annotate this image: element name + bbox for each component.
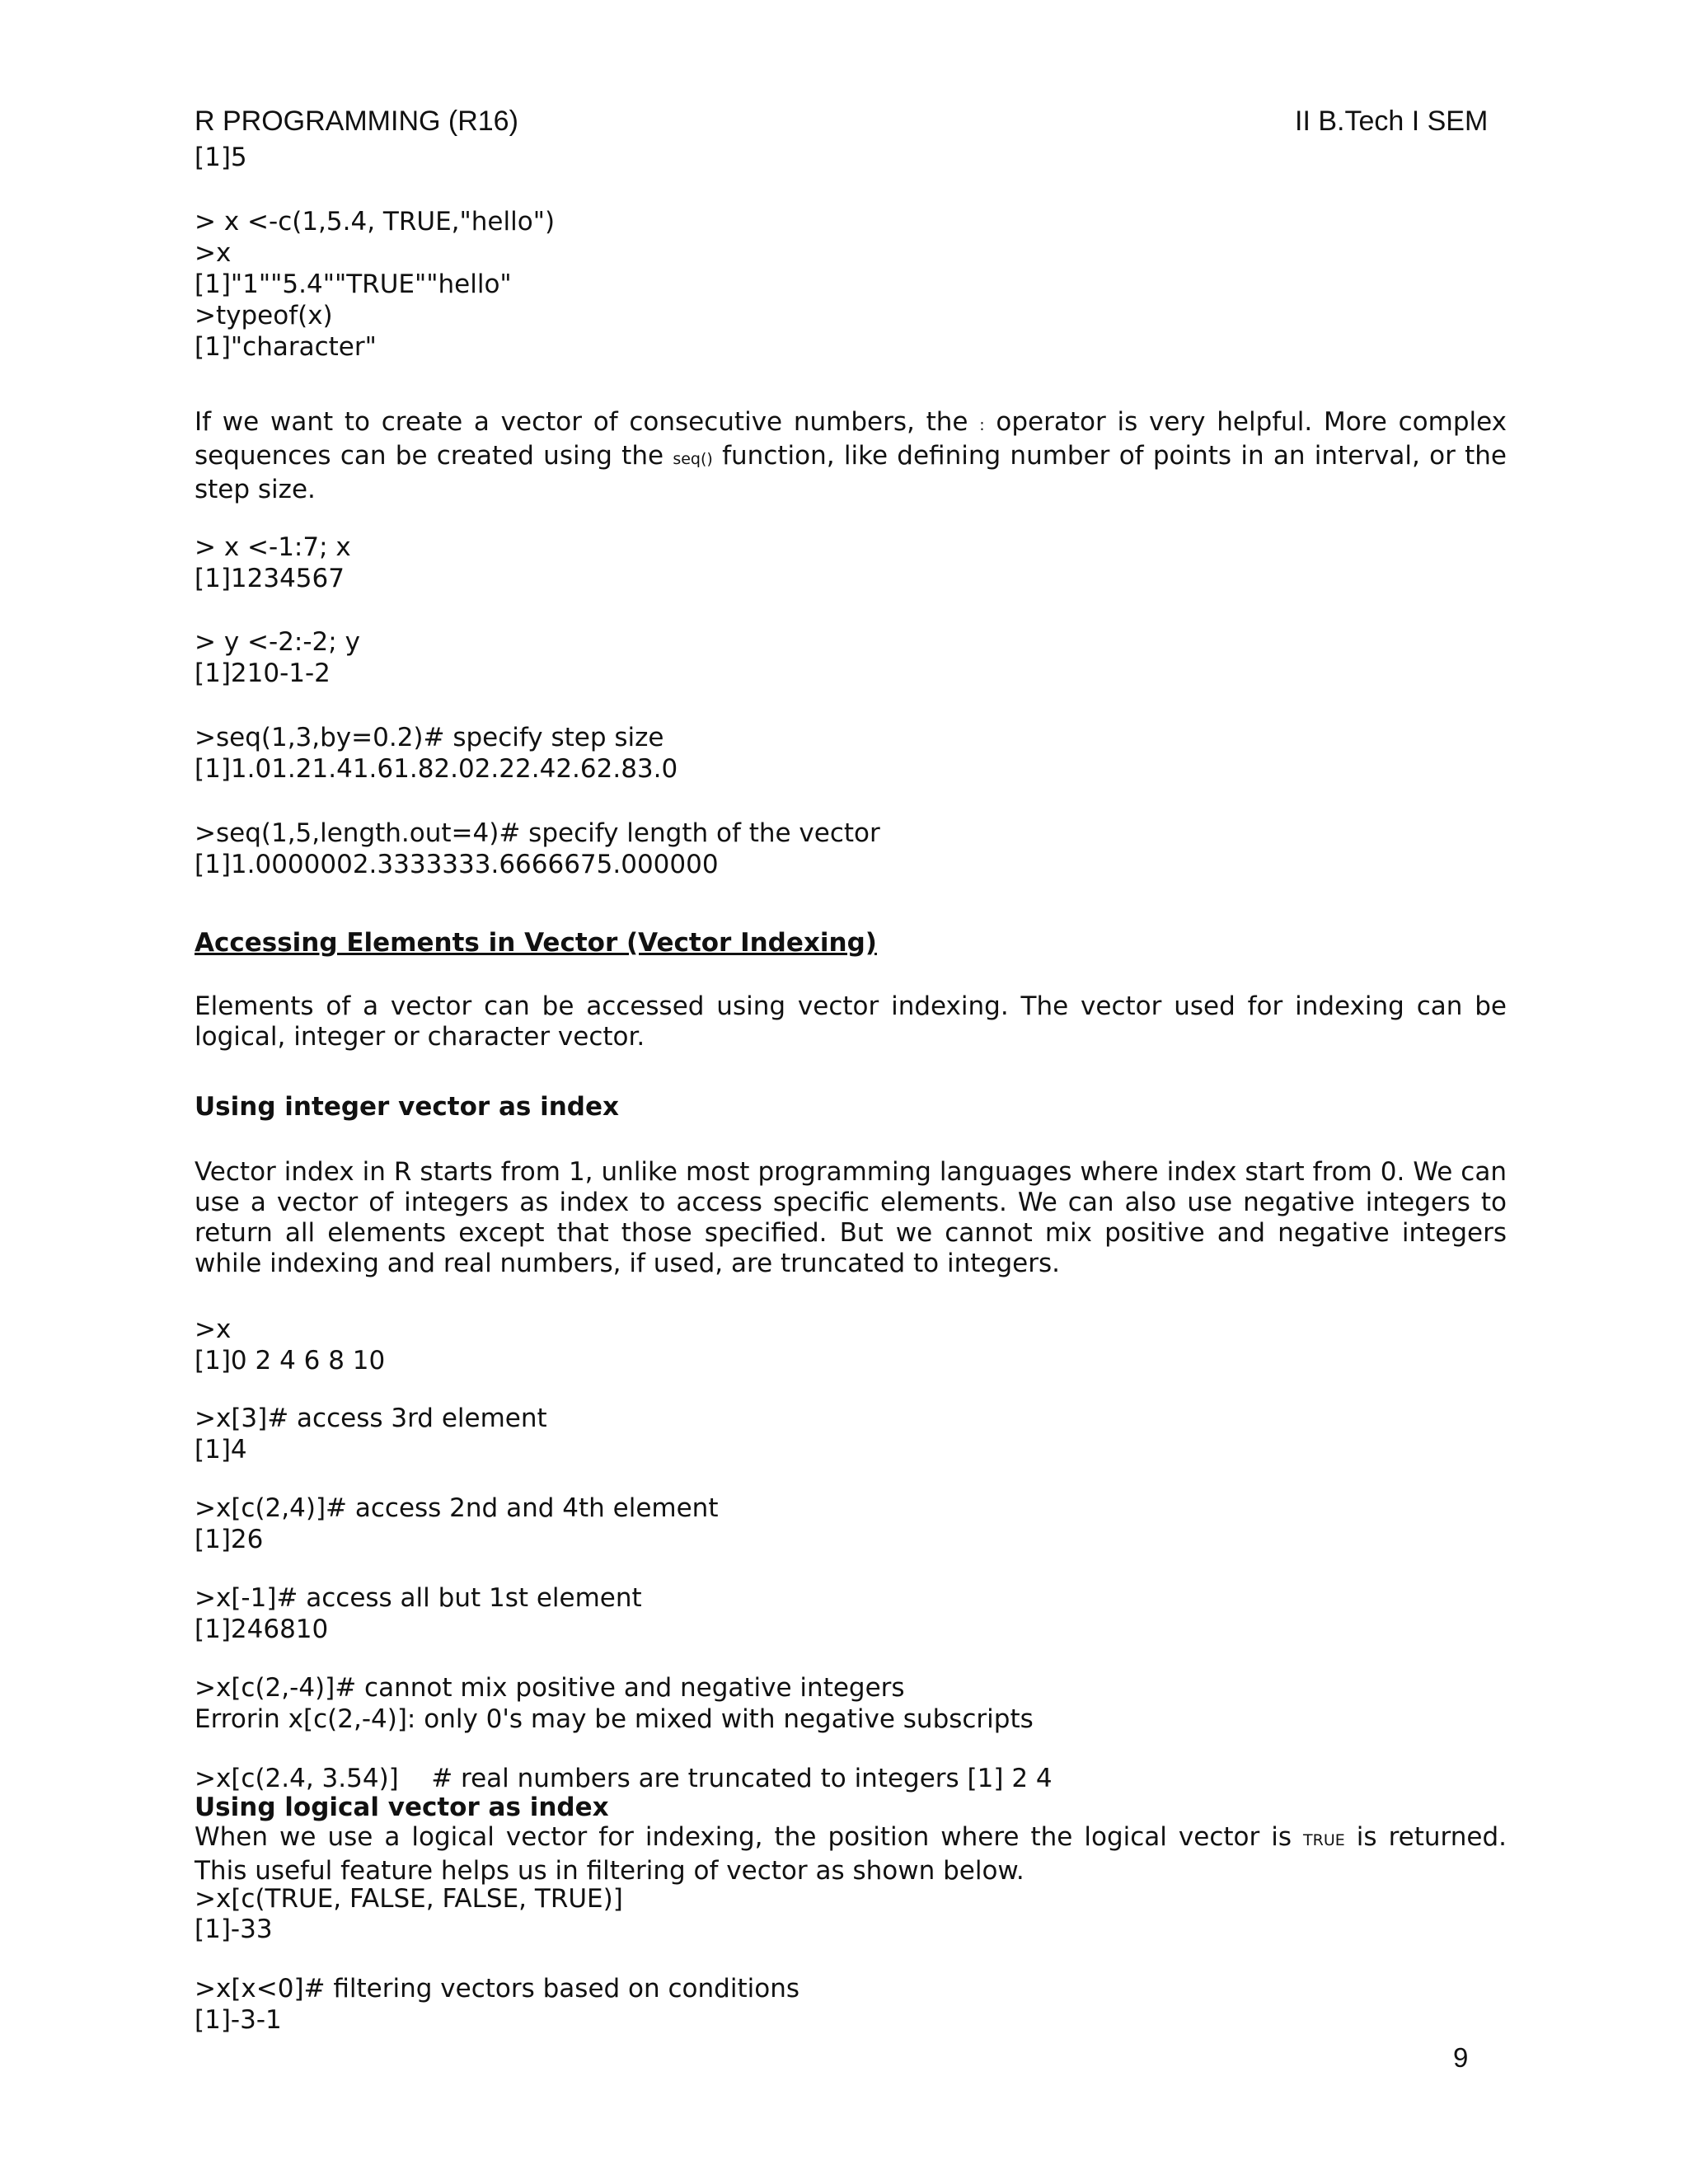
paragraph-text: function, like defining number of points in an interval, or the step size.	[195, 441, 1507, 504]
subheading-integer-index: Using integer vector as index	[195, 1092, 620, 1122]
code-line: [1]5	[195, 143, 247, 172]
paragraph-text: is returned. This useful feature helps us in filtering of vector as shown below.	[195, 1822, 1507, 1886]
code-line: >x	[195, 1315, 232, 1344]
code-line: >x[c(2,4)]# access 2nd and 4th element	[195, 1493, 719, 1523]
paragraph-text: If we want to create a vector of consecutive numbers, the	[195, 407, 980, 437]
code-line: [1]1.01.21.41.61.82.02.22.42.62.83.0	[195, 754, 678, 784]
header-title: R PROGRAMMING (R16)	[195, 105, 518, 137]
code-line: [1]246810	[195, 1615, 329, 1644]
page-number: 9	[1453, 2042, 1469, 2073]
code-line: Errorin x[c(2,-4)]: only 0's may be mixed with negative subscripts	[195, 1704, 1034, 1734]
paragraph-integer-index: Vector index in R starts from 1, unlike most programming languages where index start from 0. We can use a vector of integers as index to access specific elements. We can also use negative integers to return all elements except that those specified. But we cannot mix positive and negative integers while indexing and real numbers, if used, are truncated to integers.	[195, 1157, 1507, 1278]
section-heading: Accessing Elements in Vector (Vector Indexing)	[195, 928, 877, 958]
paragraph-text: operator is very helpful. More complex sequences can be created using the	[195, 407, 1507, 471]
code-line: > x <-c(1,5.4, TRUE,"hello")	[195, 207, 556, 237]
code-line: >x[c(2.4, 3.54)] # real numbers are truncated to integers [1] 2 4	[195, 1764, 1053, 1793]
code-line: [1]1234567	[195, 564, 345, 593]
code-line: [1]-33	[195, 1915, 273, 1944]
code-line: >x[-1]# access all but 1st element	[195, 1583, 642, 1613]
code-line: [1]210-1-2	[195, 658, 331, 688]
header-semester: II B.Tech I SEM	[1295, 105, 1489, 137]
code-line: >x[3]# access 3rd element	[195, 1404, 547, 1433]
paragraph-sequences	[195, 407, 1507, 505]
code-line: [1]"character"	[195, 332, 377, 362]
code-line: [1]0 2 4 6 8 10	[195, 1346, 386, 1376]
inline-code: TRUE	[1303, 1831, 1345, 1849]
inline-code: seq()	[673, 450, 713, 468]
code-line: > y <-2:-2; y	[195, 627, 360, 657]
code-line: >x	[195, 238, 232, 268]
code-line: [1]26	[195, 1525, 264, 1554]
code-line: >x[c(TRUE, FALSE, FALSE, TRUE)]	[195, 1884, 623, 1914]
subheading-logical-index: Using logical vector as index	[195, 1793, 609, 1822]
inline-code: :	[979, 416, 985, 434]
code-line: [1]"1""5.4""TRUE""hello"	[195, 269, 512, 299]
code-line: >x[c(2,-4)]# cannot mix positive and negative integers	[195, 1673, 905, 1703]
code-line: [1]-3-1	[195, 2005, 282, 2035]
paragraph-text: When we use a logical vector for indexing, the position where the logical vector is	[195, 1822, 1304, 1852]
paragraph-logical-index	[195, 1822, 1507, 1886]
paragraph-accessing: Elements of a vector can be accessed using vector indexing. The vector used for indexing can be logical, integer or character vector.	[195, 991, 1507, 1052]
code-line: [1]1.0000002.3333333.6666675.000000	[195, 850, 719, 879]
code-line: >typeof(x)	[195, 301, 333, 330]
code-line: > x <-1:7; x	[195, 532, 351, 562]
code-line: >seq(1,5,length.out=4)# specify length of the vector	[195, 818, 880, 848]
code-line: [1]4	[195, 1435, 247, 1465]
code-line: >seq(1,3,by=0.2)# specify step size	[195, 723, 664, 752]
code-line: >x[x<0]# filtering vectors based on conditions	[195, 1974, 799, 2004]
